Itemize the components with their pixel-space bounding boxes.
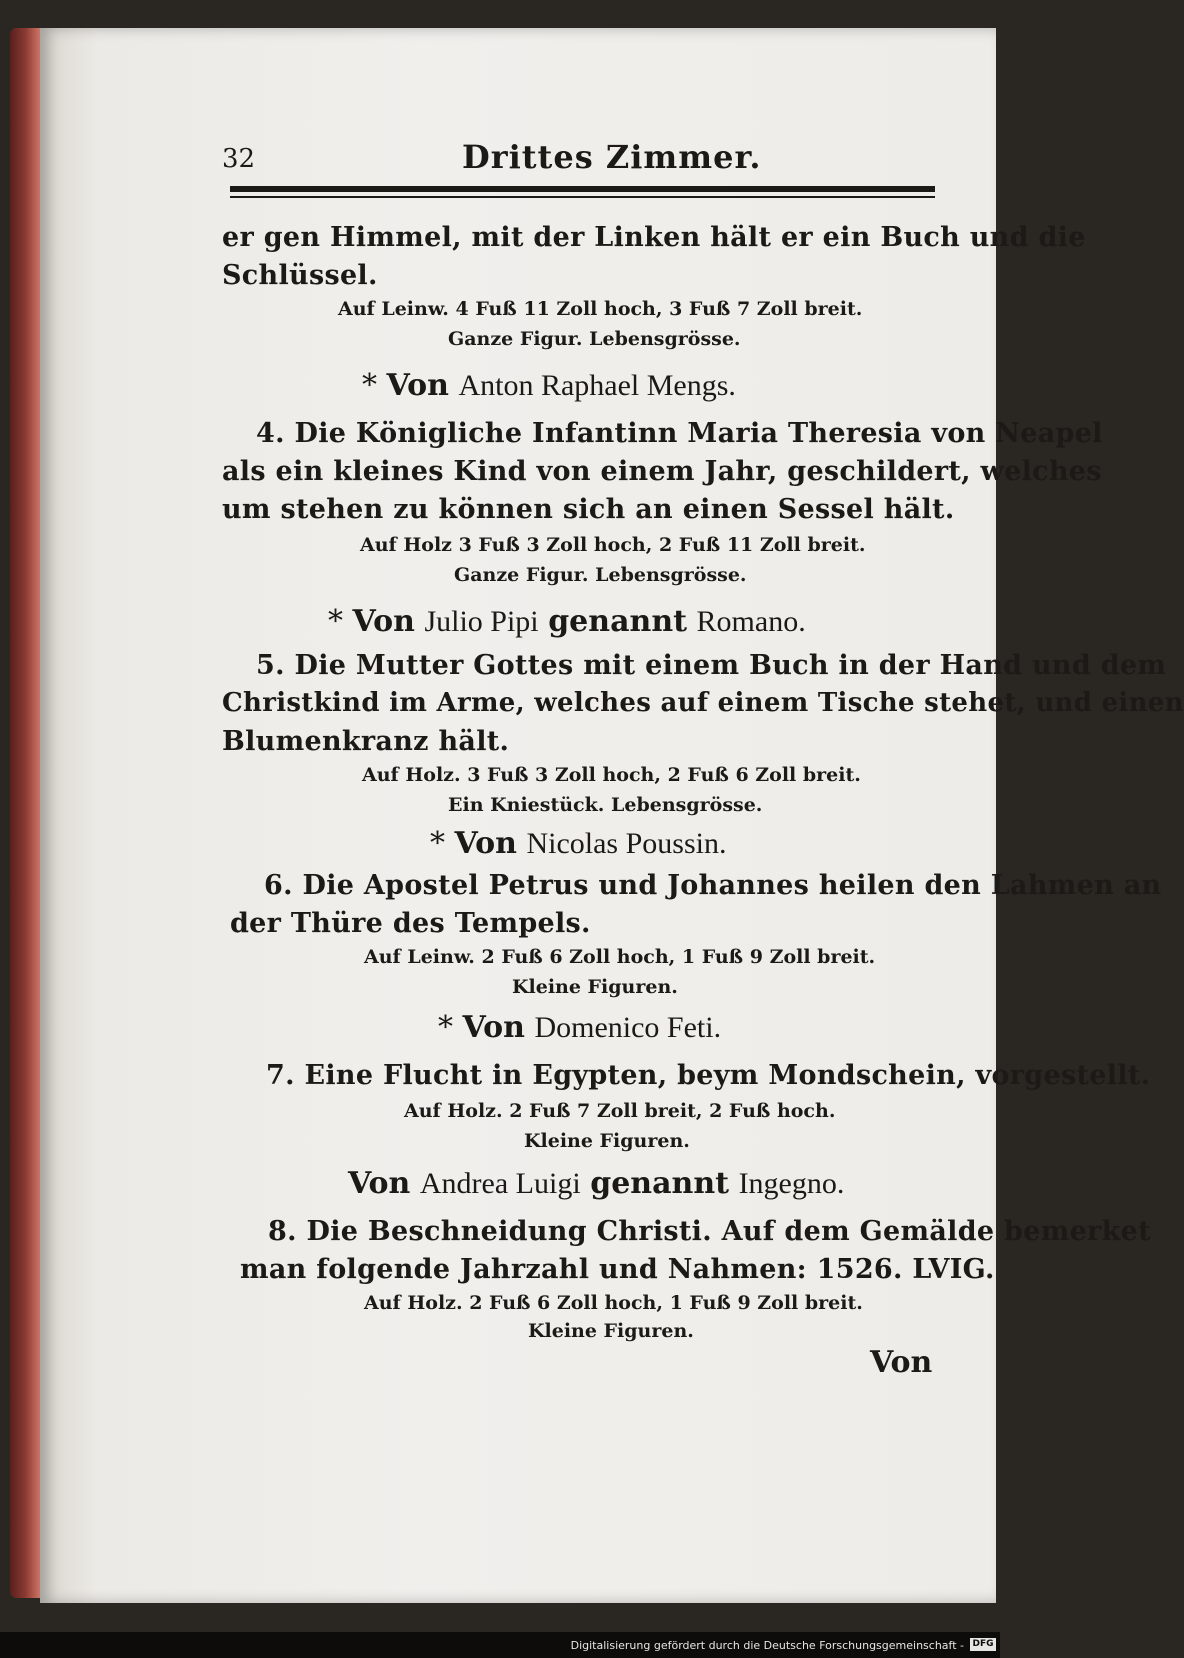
- figure-note: Kleine Figuren.: [524, 1130, 690, 1152]
- asterisk-mark: *: [438, 1010, 453, 1045]
- artist-name: Julio Pipi: [424, 605, 539, 638]
- text-line: man folgende Jahrzahl und Nahmen: 1526. LVIG.: [240, 1254, 995, 1285]
- text-line: um stehen zu können sich an einen Sessel hält.: [222, 494, 955, 525]
- text-line: 8. Die Beschneidung Christi. Auf dem Gemälde bemerket: [268, 1216, 1151, 1247]
- von-label: Von: [348, 1166, 411, 1201]
- asterisk-mark: *: [430, 826, 445, 861]
- dimensions-line: Auf Holz. 2 Fuß 6 Zoll hoch, 1 Fuß 9 Zoll breit.: [364, 1292, 863, 1314]
- artist-heading: [328, 604, 806, 639]
- von-label: Von: [462, 1010, 525, 1045]
- digitization-footer: [0, 1632, 1000, 1658]
- von-label: Von: [352, 604, 415, 639]
- page-number: 32: [222, 144, 256, 174]
- artist-name: Anton Raphael Mengs.: [458, 369, 736, 402]
- artist-nickname: Romano.: [696, 605, 806, 638]
- asterisk-mark: *: [328, 604, 343, 639]
- artist-heading: [362, 368, 736, 403]
- header-rule-thin: [230, 196, 935, 198]
- text-line: 4. Die Königliche Infantinn Maria Theresia von Neapel: [256, 418, 1103, 449]
- von-label: Von: [454, 826, 517, 861]
- artist-name: Andrea Luigi: [419, 1167, 581, 1200]
- figure-note: Kleine Figuren.: [528, 1320, 694, 1342]
- asterisk-mark: *: [362, 368, 377, 403]
- text-line: er gen Himmel, mit der Linken hält er ein Buch und die: [222, 222, 1086, 253]
- footer-credit: Digitalisierung gefördert durch die Deutsche Forschungsgemeinschaft -: [570, 1639, 964, 1652]
- figure-note: Ein Kniestück. Lebensgrösse.: [448, 794, 763, 816]
- figure-note: Ganze Figur. Lebensgrösse.: [454, 564, 747, 586]
- artist-heading: [348, 1166, 844, 1201]
- artist-heading: [438, 1010, 721, 1045]
- dfg-logo-icon: DFG: [970, 1638, 996, 1651]
- dimensions-line: Auf Holz. 3 Fuß 3 Zoll hoch, 2 Fuß 6 Zoll breit.: [362, 764, 861, 786]
- text-line: 5. Die Mutter Gottes mit einem Buch in der Hand und dem: [256, 650, 1167, 681]
- figure-note: Kleine Figuren.: [512, 976, 678, 998]
- text-line: Blumenkranz hält.: [222, 726, 510, 757]
- artist-nickname: Ingegno.: [738, 1167, 845, 1200]
- figure-note: Ganze Figur. Lebensgrösse.: [448, 328, 741, 350]
- catchword: Von: [870, 1345, 933, 1380]
- dimensions-line: Auf Holz 3 Fuß 3 Zoll hoch, 2 Fuß 11 Zoll breit.: [360, 534, 866, 556]
- dimensions-line: Auf Holz. 2 Fuß 7 Zoll breit, 2 Fuß hoch.: [404, 1100, 836, 1122]
- running-title: Drittes Zimmer.: [462, 138, 762, 176]
- artist-heading: [430, 826, 726, 861]
- artist-name: Domenico Feti.: [534, 1011, 722, 1044]
- dimensions-line: Auf Leinw. 2 Fuß 6 Zoll hoch, 1 Fuß 9 Zoll breit.: [364, 946, 876, 968]
- text-line: als ein kleines Kind von einem Jahr, geschildert, welches: [222, 456, 1102, 487]
- text-line: Schlüssel.: [222, 260, 378, 291]
- header-rule-thick: [230, 186, 935, 192]
- text-line: der Thüre des Tempels.: [230, 908, 591, 939]
- text-line: 6. Die Apostel Petrus und Johannes heilen den Lahmen an: [264, 870, 1162, 901]
- artist-name: Nicolas Poussin.: [526, 827, 727, 860]
- text-line: 7. Eine Flucht in Egypten, beym Mondschein, vorgestellt.: [266, 1060, 1151, 1091]
- genannt-label: genannt: [548, 604, 687, 639]
- genannt-label: genannt: [590, 1166, 730, 1201]
- von-label: Von: [386, 368, 449, 403]
- text-line: Christkind im Arme, welches auf einem Tische stehet, und einen: [222, 688, 1184, 718]
- dimensions-line: Auf Leinw. 4 Fuß 11 Zoll hoch, 3 Fuß 7 Zoll breit.: [338, 298, 863, 320]
